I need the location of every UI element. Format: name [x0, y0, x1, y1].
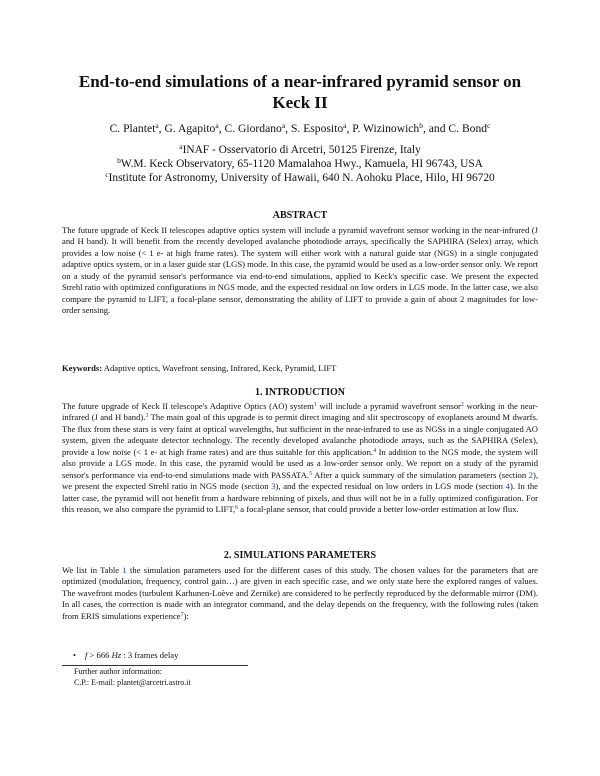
affiliation-text: INAF - Osservatorio di Arcetri, 50125 Firenze, Italy	[182, 144, 421, 156]
introduction-heading: 1. INTRODUCTION	[254, 387, 345, 398]
keywords-text: Adaptive optics, Wavefront sensing, Infrared, Keck, Pyramid, LIFT	[103, 363, 337, 373]
bullet-icon: •	[73, 650, 77, 660]
author-name: C. Bond	[448, 122, 488, 135]
citation-link[interactable]: 3	[145, 413, 149, 420]
affiliation-b	[40, 157, 560, 171]
citation-link[interactable]: 6	[235, 505, 239, 512]
author-list: C. Plantet$^a$, G. Agapito$^a$, C. Giordano$^a$, S. Esposito$^a$, P. Wizinowich$^b$, and C. Bond$^c$	[109, 121, 491, 135]
affiliation-mark: b	[117, 156, 121, 165]
citation-link[interactable]: 2	[460, 402, 464, 408]
author-affiliation-mark: a	[343, 121, 347, 130]
citation-link[interactable]: 1	[313, 402, 317, 408]
author-affiliation-mark: a	[155, 121, 159, 130]
simulations-paragraph: We list in Table 1 the simulation parameters used for the different cases of this study. The chosen values for the parameters that are optimized (modulation, frequency, control gain…) are given in each specific case, and we only state here the explored ranges of values. The wavefront modes (turbulent Karhunen-Loève and Zernike) are considered to be perfectly reproduced by the deformable mirror (DM). In all cases, the correction is made with an integrator command, and the delay depends on the frequency, with the following rules (taken from ERIS simulations experience$^7$):	[62, 565, 538, 621]
citation-link[interactable]: 5	[309, 470, 313, 477]
author-name: C. Giordano	[224, 122, 282, 135]
abstract-heading: ABSTRACT	[272, 210, 328, 221]
citation-link[interactable]: 7	[180, 611, 184, 618]
author-affiliation-mark: c	[487, 121, 491, 130]
footnote-line-1: Further author information:	[74, 667, 162, 676]
keywords-label: Keywords:	[62, 363, 103, 373]
author-name: G. Agapito	[164, 122, 216, 135]
section-link[interactable]: 2	[528, 469, 533, 480]
author-name: S. Esposito	[290, 122, 344, 135]
affiliation-a	[40, 143, 560, 157]
section-link[interactable]: 4	[505, 481, 510, 492]
affiliation-text: Institute for Astronomy, University of Hawaii, 640 N. Aohoku Place, Hilo, HI 96720	[108, 172, 495, 184]
abstract-text: The future upgrade of Keck II telescopes adaptive optics system will include a pyramid wavefront sensor working in the near-infrared (J and H band). It will benefit from the recently developed avalanche photodiode arrays, specifically the SAPHIRA (Selex) array, which provides a low noise (< 1 e- at high frame rates). The system will either work with a natural guide star (NGS) in a single conjugated adaptive optics system, or in a laser guide star (LGS) mode. In this case, the pyramid would be used as a low-order sensor only. We report on a study of the pyramid sensor's performance via end-to-end simulations, applied to Keck's specific case. We present the expected Strehl ratio with optimized configurations in NGS mode, and the expected residual on low orders in LGS mode. In the latter case, we also compare the pyramid to LIFT, a focal-plane sensor, demonstrating the ability of LIFT to provide a gain of about 2 magnitudes for low-order sensing.	[62, 225, 538, 316]
author-affiliation-mark: a	[215, 121, 219, 130]
author-name: C. Plantet	[109, 122, 156, 135]
affiliation-mark: a	[179, 142, 183, 151]
citation-link[interactable]: 4	[373, 447, 377, 454]
footnote-line-2: C.P.: E-mail: plantet@arcetri.astro.it	[74, 678, 191, 687]
author-affiliation-mark: a	[281, 121, 286, 130]
footnote-rule	[62, 665, 248, 666]
delay-rule-item: • f > 666 Hz : 3 frames delay	[73, 650, 179, 660]
affiliation-text: W.M. Keck Observatory, 65-1120 Mamalahoa Hwy., Kamuela, HI 96743, USA	[120, 158, 483, 170]
section-link[interactable]: 3	[271, 481, 276, 492]
table-link[interactable]: 1	[122, 565, 127, 575]
paper-title: End-to-end simulations of a near-infrared pyramid sensor on Keck II	[78, 72, 522, 112]
introduction-paragraph: The future upgrade of Keck II telescope's Adaptive Optics (AO) system$^1$ will include a pyramid wavefront sensor$^2$ working in the near-infrared (J and H band).$^3$ The main goal of this upgrade is to permit direct imaging and slit spectroscopy of exoplanets around M dwarfs. The flux from these stars is very faint at optical wavelengths, but sufficient in the near-infrared to use as NGSs in a single conjugated AO system, given the adequate detector technology. The recently developed avalanche photodiode arrays, such as the SAPHIRA (Selex), provide a low noise (< 1 e- at high frame rates) and are thus suitable for this application.$^4$ In addition to the NGS mode, the system will also provide a LGS mode. In this case, the pyramid would be used as a low-order sensor only. We report on a study of the pyramid sensor's performance via end-to-end simulations made with PASSATA.$^5$ After a quick summary of the simulation parameters (section 2), we present the expected Strehl ratio in NGS mode (section 3), and the expected residual on low orders in LGS mode (section 4). In the latter case, the pyramid will not benefit from a hardware rebinning of pixels, and thus will not be in a fully optimized configuration. For this reason, we also compare the pyramid to LIFT,$^6$ a focal-plane sensor, that could provide a better low-order estimation at low flux.	[62, 401, 539, 515]
simulations-heading: 2. SIMULATIONS PARAMETERS	[223, 550, 377, 561]
keywords	[62, 363, 538, 374]
author-name: P. Wizinowich	[352, 122, 420, 135]
affiliation-c	[40, 171, 560, 185]
affiliation-mark: c	[105, 170, 109, 179]
author-affiliation-mark: b	[419, 121, 423, 130]
